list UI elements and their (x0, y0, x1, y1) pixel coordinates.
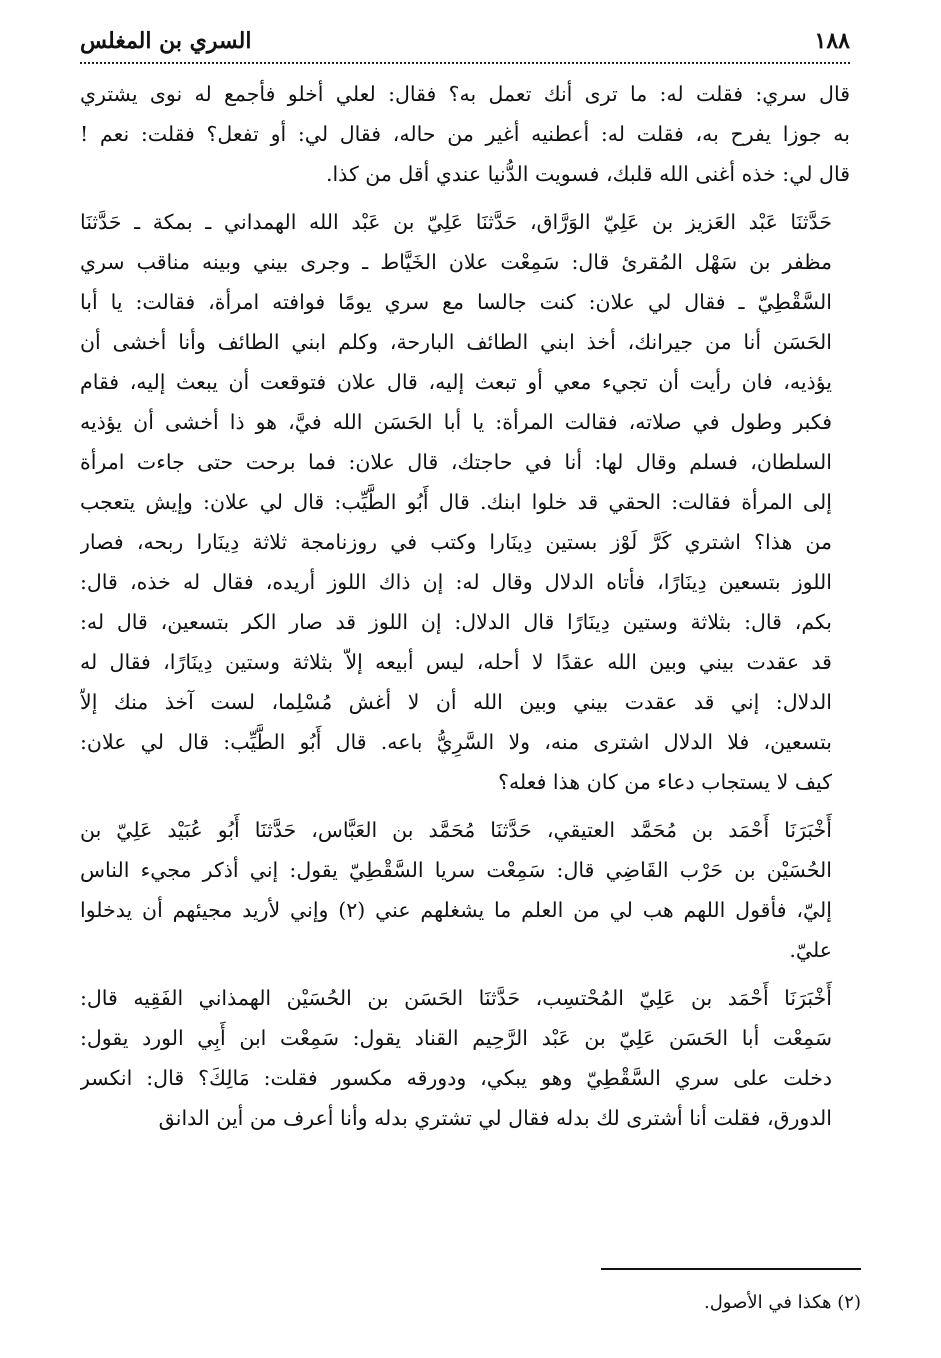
text-line: قد عقدت بيني وبين الله عقدًا لا أحله، ليس أبيعه إلاّ بثلاثة وستين دِينَارًا، فقال له (80, 650, 832, 674)
text-line: اللوز بتسعين دِينَارًا، فأتاه الدلال وقال له: إن ذاك اللوز أريده، فقال له خذه، قال: (80, 570, 832, 594)
text-line: مظفر بن سَهْل المُقرئ قال: سَمِعْت علان الخَيَّاط ـ وجرى بيني وبينه مناقب سري (80, 250, 832, 274)
text-line: فكبر وطول في صلاته، فقالت المرأة: يا أبا الحَسَن الله فيَّ، هو ذا أخشى أن يؤذيه (80, 410, 832, 434)
paragraph (80, 202, 850, 802)
text-line: قال سري: فقلت له: ما ترى أنك تعمل به؟ فقال: لعلي أخلو فأجمع له نوى يشتري (80, 82, 850, 106)
text-line: به جوزا يفرح به، فقلت له: أعطنيه أغير من حاله، فقال لي: أو تفعل؟ فقلت: نعم ! (80, 122, 850, 146)
text-line: الحَسَن أنا من جيرانك، أخذ ابني الطائف البارحة، وكلم ابني الطائف وأنا أخشى أن (80, 330, 832, 354)
text-line: إليّ، فأقول اللهم هب لي من العلم ما يشغلهم عني (٢) وإني لأريد مجيئهم أن يدخلوا (80, 898, 832, 922)
text-line: الدورق، فقلت أنا أشترى لك بدله فقال لي تشتري بدله وأنا أعرف من أين الدانق (158, 1106, 832, 1130)
footnote: (٢) هكذا في الأصول. (703, 1292, 861, 1313)
text-line: من هذا؟ اشتري كَرَّ لَوْز بستين دِينَارا وكتب في روزنامجة ثلاثة دِينَارا ربحه، فصار (80, 530, 832, 554)
text-line: السلطان، فسلم وقال لها: أنا في حاجتك، قال علان: فما برحت حتى جاءت امرأة (80, 450, 832, 474)
text-line: السَّقْطِيّ ـ فقال لي علان: كنت جالسا مع سري يومًا فوافته امرأة، فقالت: يا أبا (80, 290, 832, 314)
text-line: أَخْبَرَنَا أَحْمَد بن عَلِيّ المُحْتسِب، حَدَّثنَا الحَسَن بن الحُسَيْن الهمذاني الفَقِيه قال: (80, 986, 832, 1010)
text-line: يؤذيه، فان رأيت أن تجيء معي أو تبعث إليه، قال علان فتوقعت أن يبعث إليه، فقام (80, 370, 832, 394)
text-line: بتسعين، فلا الدلال اشترى منه، ولا السَّرِيُّ باعه. قال أَبُو الطَّيِّب: قال لي علان: (80, 730, 832, 754)
text-line: قال لي: خذه أغنى الله قلبك، فسويت الدُّنيا عندي أقل من كذا. (325, 162, 850, 186)
page-body (80, 74, 850, 1138)
text-line: دخلت على سري السَّقْطِيّ وهو يبكي، ودورقه مكسور فقلت: مَالِكَ؟ قال: انكسر (80, 1066, 832, 1090)
text-line: حَدَّثنَا عَبْد العَزيز بن عَلِيّ الوَرَّاق، حَدَّثنَا عَلِيّ بن عَبْد الله الهمداني ـ بمكة ـ حَدَّثنَا (80, 210, 832, 234)
paragraph (80, 810, 850, 970)
page-number: ١٨٨ (814, 28, 850, 54)
text-line: إلى المرأة فقالت: الحقي قد خلوا ابنك. قال أَبُو الطَّيِّب: قال لي علان: وإيش يتعجب (80, 490, 832, 514)
text-line: كيف لا يستجاب دعاء من كان هذا فعله؟ (498, 770, 832, 794)
text-line: الحُسَيْن بن حَرْب القَاضِي قال: سَمِعْت سريا السَّقْطِيّ يقول: إني أذكر مجيء الناس (80, 858, 832, 882)
paragraph (80, 74, 850, 194)
text-line: عليّ. (789, 938, 832, 962)
paragraph (80, 978, 850, 1138)
footnote-divider (601, 1268, 861, 1270)
text-line: بكم، قال: بثلاثة وستين دِينَارًا قال الدلال: إن اللوز قد صار الكر بتسعين، قال له: (80, 610, 832, 634)
text-line: أَخْبَرَنَا أَحْمَد بن مُحَمَّد العتيقي، حَدَّثنَا مُحَمَّد بن العَبَّاس، حَدَّثنَا أَبُو عُبَيْد عَلِيّ بن (80, 818, 832, 842)
text-line: سَمِعْت أبا الحَسَن عَلِيّ بن عَبْد الرَّحِيم القناد يقول: سَمِعْت ابن أَبِي الورد يقول: (80, 1026, 832, 1050)
page-header (80, 28, 850, 64)
book-page (80, 28, 850, 1146)
text-line: الدلال: إني قد عقدت بيني وبين الله أن لا أغش مُسْلِما، لست آخذ منك إلاّ (80, 690, 832, 714)
running-title: السري بن المغلس (80, 28, 252, 54)
